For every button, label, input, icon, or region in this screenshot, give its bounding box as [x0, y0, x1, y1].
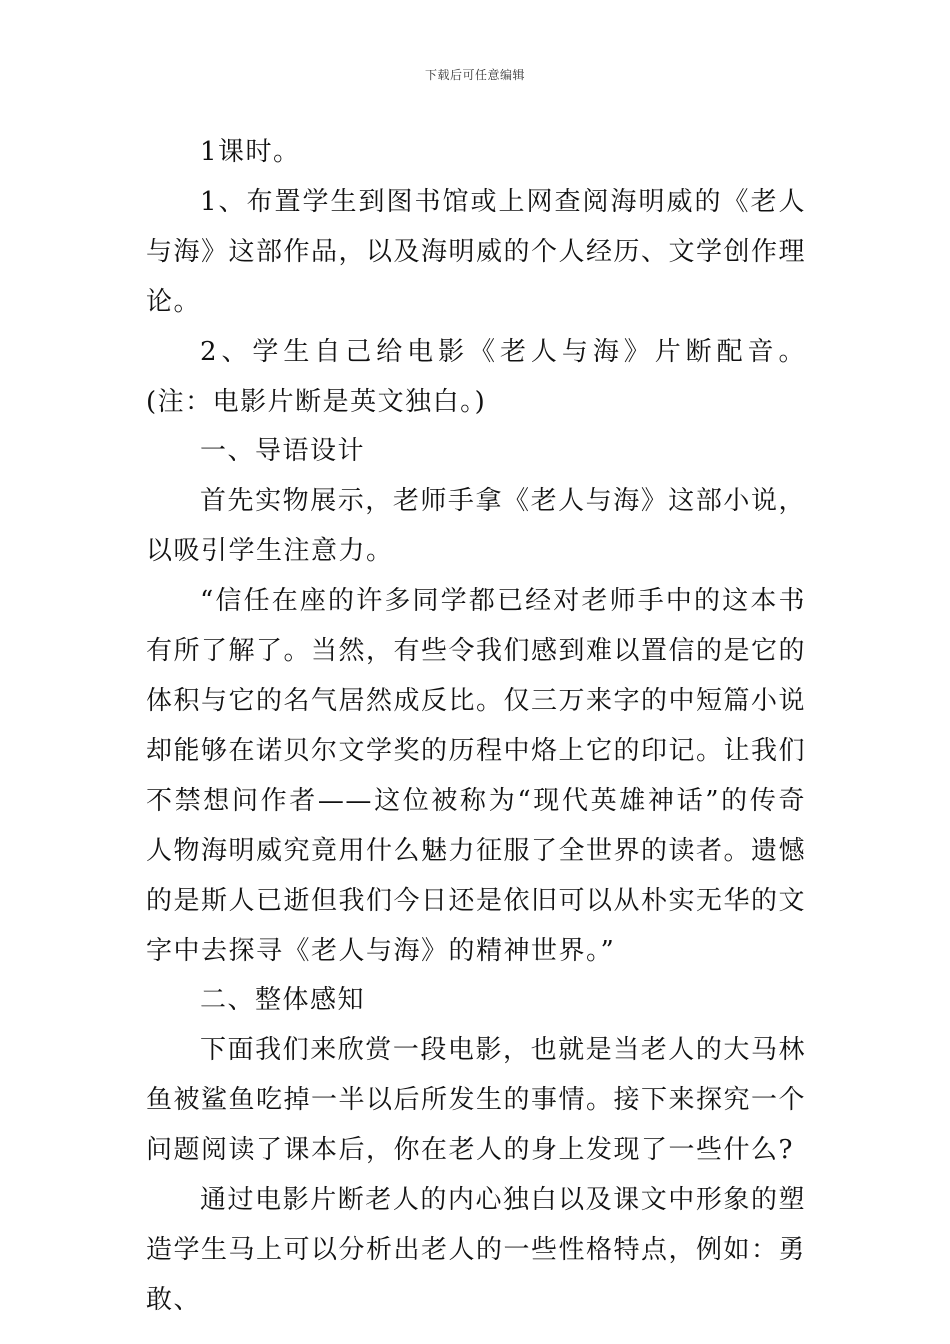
- paragraph-lesson-count: 1课时。: [200, 137, 301, 167]
- section-heading-overall: 二、整体感知: [200, 985, 366, 1016]
- paragraph-prep-2: 2、学生自己给电影《老人与海》片断配音。(注：电影片断是英文独白。): [146, 336, 806, 417]
- paragraph-intro-quote: “信任在座的许多同学都已经对老师手中的这本书有所了解了。当然，有些令我们感到难以置信的是它的体积与它的名气居然成反比。仅三万来字的中短篇小说却能够在诺贝尔文学奖的历程中烙上它的印记。让我们不禁想问作者——这位被称为“现代英雄神话”的传奇人物海明威究竟用什么魅力征服了全世界的读者。遗憾的是斯人已逝但我们今日还是依旧可以从朴实无华的文字中去探寻《老人与海》的精神世界。”: [146, 586, 807, 966]
- paragraph-prep-1: 1、布置学生到图书馆或上网查阅海明威的《老人与海》这部作品，以及海明威的个人经历、文学创作理论。: [146, 186, 807, 317]
- paragraph-movie: 下面我们来欣赏一段电影，也就是当老人的大马林鱼被鲨鱼吃掉一半以后所发生的事情。接下来探究一个问题阅读了课本后，你在老人的身上发现了一些什么?: [146, 1035, 807, 1166]
- paragraph-analysis: 通过电影片断老人的内心独白以及课文中形象的塑造学生马上可以分析出老人的一些性格特点，例如：勇敢、: [146, 1185, 807, 1315]
- paragraph-intro-display: 首先实物展示，老师手拿《老人与海》这部小说，以吸引学生注意力。: [146, 486, 806, 567]
- section-heading-intro: 一、导语设计: [200, 436, 366, 467]
- page-header: 下载后可任意编辑: [424, 68, 525, 82]
- document-body: [146, 128, 806, 1326]
